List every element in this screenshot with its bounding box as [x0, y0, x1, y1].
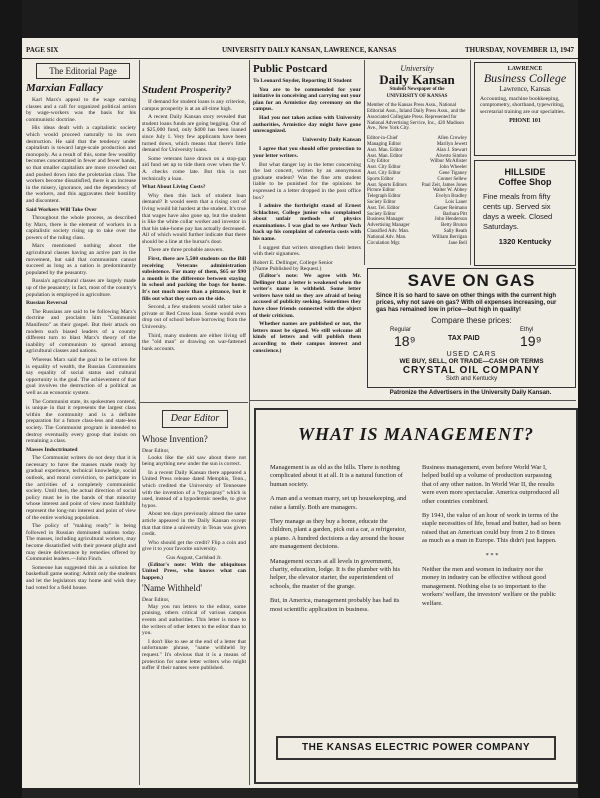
save-on-gas-ad	[367, 268, 576, 388]
staff-person: Marilyn Jewett	[436, 141, 467, 147]
paragraph: Throughout the whole process, as described by Marx, there is the element of workers in a capitalistic society rising up to take over the powers of the ruling class.	[26, 215, 136, 241]
paragraph: You are to be commended for your initiative in conceiving and carrying out your plan for an Armistice day ceremony on the campus.	[253, 86, 361, 113]
signature: University Daily Kansan	[302, 136, 361, 143]
staff-role: Sports Editor	[367, 176, 394, 182]
ethyl-label: Ethyl	[520, 327, 534, 333]
staff-role: Classified Adv. Man.	[367, 228, 410, 234]
separator: * * *	[485, 551, 499, 559]
staff-person: Walter W. Abbey	[432, 188, 467, 194]
staff-role: Circulation Mgr.	[367, 240, 401, 246]
paragraph: His ideas dealt with a capitalistic society which would proceed naturally to its own destruction. He said that the tendency under capitalism is toward large-scale production and monopoly. As a result of this, some few wealthy becomes concentrated in fewer and fewer hands, so that smaller capitalists are more crowded out and pushed down into the proletarian class. The workers become dissatisfied, there is an increase in the misery, ignorance, and the dependency of the workers, and this aggravates their hostility and discontent.	[26, 125, 136, 204]
staff-person: Betty Bruton	[441, 223, 467, 229]
paragraph: Neither the men and women in industry nor the money in industry can be effective without good management. Nothing else is so important to the workers' welfare, the investors' welfare or the public welfare.	[422, 566, 556, 607]
staff-person: William Berrigan	[432, 234, 467, 240]
paragraph: Karl Marx's appeal to the wage earning classes and a call for organized political action by wage-workers was the basis for his communistic doctrine.	[26, 97, 136, 123]
ad-line: LAWRENCE	[507, 66, 543, 72]
masthead	[367, 64, 467, 264]
staff-person: Gene Tiganey	[439, 170, 467, 176]
staff-role: National Adv. Man.	[367, 234, 407, 240]
staff-person: Lois Lauer	[445, 199, 467, 205]
tax-paid: TAX PAID	[448, 335, 480, 342]
regular-price: 18⁹	[394, 333, 416, 349]
ad-title: SAVE ON GAS	[407, 271, 536, 290]
staff-role: City Editor	[367, 159, 390, 165]
editor-note: Whether names are published or not, the letters must be signed. We still welcome all kinds of letters and will publish them according to their campus interest and conscience.)	[253, 321, 361, 354]
paragraph: They manage as they buy a home, educate the children, plant a garden, pick out a car, a refrigerator, a piano. A hundred decisions a day around the house are management decisions.	[270, 518, 406, 551]
ad-compare: Compare these prices:	[431, 316, 512, 325]
masthead-info: Member of the Kansas Press Assn., National Editorial Assn., Inland Daily Press Assn., and the Associated Collegiate Press. Represented for National Advertising Service, Inc., 420 Madison Ave., New York City.	[367, 103, 466, 132]
staff-person: Paul Zeit, James Jones	[421, 182, 467, 188]
masthead-tagline: Student Newspaper of the	[389, 87, 445, 92]
staff-row	[367, 241, 467, 247]
letter-title: Whose Invention?	[142, 434, 208, 444]
staff-role: Telegraph Editor	[367, 194, 401, 200]
top-dark-border	[0, 0, 600, 38]
paragraph: Third, many students are either living off the "old man" or drawing on war-fattened bank accounts.	[142, 332, 246, 352]
kansas-electric-banner: THE KANSAS ELECTRIC POWER COMPANY	[276, 736, 556, 760]
left-dark-border	[0, 0, 22, 798]
paragraph: Russia's agricultural classes are largely made up of the peasantry; in fact, most of the country's population is employed in agriculture.	[26, 278, 136, 298]
postcard-title: Public Postcard	[253, 63, 328, 75]
management-column-right	[422, 464, 562, 724]
staff-person: Conner Sellew	[437, 176, 467, 182]
paragraph: About ten days previously almost the same article appeared in the Daily Kansan except that that time a university in Texas was given credit.	[142, 511, 246, 538]
staff-role: Asst. Tel. Editor	[367, 205, 400, 211]
paragraph: Management occurs at all levels in government, charity, education, lodge. It is the plumber with his helper, the elevator starter, the superintendent of schools, the master of the grange.	[270, 557, 401, 590]
paragraph: I admire the forthright stand of Ernest Schlachter, College junior who complained about unfair methods of physics examinations. I was glad to see Arthur Yoch back up his complaint of cafeteria costs with his name.	[253, 203, 361, 243]
paragraph: Looks like the old saw about there not being anything new under the sun is correct.	[142, 454, 246, 468]
editor-note: (Editor's note: With the ubiquitous United Press, who knows what can happen.)	[142, 561, 246, 581]
staff-person: Evelyn Bradley	[435, 194, 467, 200]
salutation: Dear Editor,	[142, 448, 170, 454]
regular-label: Regular	[390, 327, 412, 333]
paragraph: Management is as old as the hills. There is nothing complicated about it at all. It is a natural function of human society.	[270, 464, 403, 488]
signature: Gus August, Carlsbad Jr.	[166, 554, 222, 561]
staff-person: Wilbur McAllister	[430, 159, 467, 165]
paragraph: I don't like to see at the end of a letter that unfortunate phrase, "name withheld by request." It's obvious that it is a means of protection for some letter writers who might suffer if their names were published.	[142, 638, 246, 672]
ethyl-price: 19⁹	[520, 333, 542, 349]
editor-note: (Editor's note: We agree with Mr. Dellinger that a letter is weakened when the writer's name is withheld. Some letter writers have told us they are afraid of being accused of publicity seeking. Sometimes they have close friends connected with the object of their criticism.	[253, 273, 361, 319]
ad-company: CRYSTAL OIL COMPANY	[402, 365, 541, 376]
staff-role: Asst. Man. Editor	[367, 153, 403, 159]
ad-address: 1320 Kentucky	[498, 237, 552, 246]
editorial-banner: The Editorial Page	[36, 63, 130, 79]
ad-title: HILLSIDE	[504, 167, 546, 177]
paragraph: Whereas Marx said the goal to be striven for is equality of wealth, the Russian Communists say equality of social status and cultural opportunity is the goal. The achievement of that goal involves the destruction of a political as well as an economic system.	[26, 356, 136, 396]
staff-role: Society Editor	[367, 211, 396, 217]
ad-body: Since it is so hard to save on other things with the current high prices, why not save on gas? With oil expenses increasing, our gas has remained low in price—but high in quality!	[376, 293, 557, 313]
staff-person: Allen Crowley	[437, 136, 467, 142]
staff-role: Asst. Man. Editor	[367, 147, 403, 153]
paragraph: Business management, even before World War I, helped build up a volume of production surpassing that of any other nation. In World War II, the results were even more spectacular. America outproduced all other countries combined.	[422, 464, 560, 505]
subhead: Said Workers Will Take Over	[26, 206, 97, 213]
staff-person: Casper Reimann	[433, 205, 467, 211]
staff-role: Managing Editor	[367, 141, 402, 147]
paragraph: A recent Daily Kansan story revealed that student loans funds are going begging. Out of a $25,000 fund, only $400 has been loaned since July 1. Very few applicants have been turned down, which means that there's little demand for University loans.	[142, 114, 246, 154]
staff-person: Alverto Simbro	[435, 153, 467, 159]
paragraph: Some veterans have drawn on a stop-gap aid fund set up to tide them over when the V. A. checks come late. But this is not technically a loan.	[142, 155, 246, 182]
right-dark-border	[578, 0, 600, 798]
ad-body: Accounting, machine bookkeeping, comptometry, shorthand, typewriting, secretarial training are our specialties.	[480, 96, 565, 115]
management-ad	[254, 408, 578, 784]
section-rule	[250, 400, 576, 401]
staff-role: Society Editor	[367, 199, 396, 205]
hillside-ad	[474, 160, 576, 266]
ad-phone: PHONE 101	[509, 118, 541, 125]
page-number: PAGE SIX	[26, 46, 59, 54]
ad-address: Sixth and Kentucky	[445, 376, 498, 382]
column-rule	[249, 60, 250, 785]
editorial-title: Marxian Fallacy	[26, 82, 103, 94]
staff-role: Advertising Manager	[367, 223, 410, 229]
paragraph: But, in America, management probably has had its most scientific application in business.	[270, 597, 400, 613]
column-rule	[364, 60, 365, 265]
marxian-fallacy-column	[26, 80, 136, 780]
note: (Name Published by Request.)	[253, 266, 322, 273]
section-rule	[140, 402, 248, 403]
ad-line: WE BUY, SELL, OR TRADE—CASH OR TERMS	[399, 358, 544, 365]
article-title: Student Prosperity?	[142, 84, 232, 96]
paragraph: Who should get the credit? Flip a coin and give it to your favorite university.	[142, 539, 246, 553]
staff-person: Sally Reath	[443, 228, 467, 234]
paragraph: By 1941, the value of an hour of work in terms of the staple necessities of life, bread and butter, had so been raised that an American could buy from 2 to 8 times as much as a man in Europe. This didn't just happen.	[422, 512, 561, 545]
staff-person: John Wheeler	[439, 165, 467, 171]
price-row	[368, 327, 575, 351]
staff-role: Picture Editor	[367, 188, 395, 194]
subhead: Russian Reversal	[26, 300, 68, 307]
column-rule	[139, 60, 140, 785]
paragraph: If demand for student loans is any criterion, campus prosperity is at an all-time high.	[142, 99, 246, 112]
subhead: What About Living Costs?	[142, 184, 206, 191]
issue-date: THURSDAY, NOVEMBER 13, 1947	[465, 46, 574, 54]
paragraph: Why then this lack of student loan demand? It would seem that a rising cost of living would hit hardest at the student. It's true that wages have also gone up, but the student is like the white collar worker and investor in that his take-home pay has actually decreased. All of which would further indicate that there should be a line at the bursar's door.	[142, 192, 246, 245]
business-college-ad	[474, 62, 576, 156]
column-rule	[470, 60, 471, 265]
dear-editor-banner: Dear Editor	[162, 410, 228, 428]
staff-role: Business Manager	[367, 217, 404, 223]
ad-body: Fine meals from fifty cents up. Served six days a week. Closed Saturdays.	[483, 192, 553, 231]
patronize-footer: Patronize the Advertisers in the University Daily Kansan.	[389, 390, 552, 396]
postcard-recipient: To Leonard Snyder, Reporting II Student	[253, 78, 352, 84]
paragraph: Second, a few students would rather take a private or Red Cross loan. Some would even drop out of school before borrowing from the University.	[142, 304, 246, 330]
management-column-left	[270, 464, 410, 724]
staff-role: Asst. City Editor	[367, 165, 401, 171]
paragraph: The Russians are said to be following Marx's doctrine and proclaim him "Communist Manifesto" as their gospel. But their attack on modern such biased leaders of a country different turn to blast Marx's theory of the inability of communism to spread among agricultural classes and nations.	[26, 308, 136, 355]
letter-title: 'Name Withheld'	[142, 583, 202, 594]
newspaper-page	[22, 38, 578, 788]
paragraph: The policy of "making ready" is being followed in Russian dominated nations today. The masses, including agricultural workers, may become dissatisfied with their present plight and may desire deliverance by remedies offered by Communist leaders.—John Finch.	[26, 523, 136, 563]
paragraph: But what danger lay in the letter concerning the last concert, written by an anonymous graduate student? Was the fine arts student liable to be punished for the opinions he expressed in a letter dropped in the post office box?	[253, 161, 361, 201]
masthead-line1: University	[400, 64, 434, 73]
paragraph: The Communist state, its spokesmen contend, is unique in that it represents the largest class within the community and is a definite preparation for a future class-less and state-less society. The Communist program is intended to destroy eventually every group that insists on remaining a class.	[26, 398, 136, 445]
paragraph: First, there are 5,500 students on the Bill receiving Veterans administration subsistence. For many of them, $65 or $90 a month is the difference between staying in school and packing the bags for home. It's not much more than a pittance, but it fills out what they earn on the side.	[142, 256, 246, 302]
staff-person: Barbara Pitt	[442, 211, 467, 217]
paragraph: I suggest that writers strengthen their letters with their signatures.	[253, 244, 361, 258]
ad-line: Lawrence, Kansas	[499, 85, 551, 93]
dear-editor-column	[142, 432, 246, 784]
page-header	[22, 46, 578, 59]
staff-role: Asst. City Editor	[367, 170, 401, 176]
student-prosperity-column	[142, 82, 246, 400]
staff-person: Jane Bell	[448, 240, 467, 246]
staff-role: Editor-in-Chief	[367, 136, 398, 142]
staff-list	[367, 136, 467, 246]
subhead: Masses Indoctrinated	[26, 446, 78, 453]
masthead-tagline: UNIVERSITY OF KANSAS	[386, 93, 448, 99]
paragraph: There are three probable answers.	[148, 247, 224, 254]
paragraph: A man and a woman marry, set up housekeeping, and raise a family. Both are managers.	[270, 495, 407, 511]
paragraph: May you run letters to the editor, some praising, others critical of various campus events and authorities. This letter is more to the writers of other letters to the editor than to you.	[142, 603, 246, 637]
paragraph: Marx mentioned nothing about the agricultural classes having an active part in the movement, but said that communism cannot succeed as long as a nation is predominantly populated by the peasantry.	[26, 243, 136, 276]
masthead-title: Daily Kansan	[379, 72, 455, 87]
paragraph: The Communist writers do not deny that it is necessary to have the masses made ready by gradual experience, technical knowledge, social outlook, and moral conviction, to participate in the activities of a completely communistic society. Until then, the actual direction of social policy must be in the hands of that minority whose interest and point of view most faithfully represent the long-run interest and point of view of the entire working population.	[26, 455, 136, 521]
paragraph: I agree that you should offer protection to your letter writers.	[253, 146, 361, 159]
ad-title: Business College	[483, 71, 567, 85]
ad-title: Coffee Shop	[498, 177, 552, 187]
ad-line: USED CARS	[446, 351, 497, 358]
paragraph: Had you not taken action with University authorities, Armistice day might have gone unrecognized.	[253, 114, 361, 135]
paper-name: UNIVERSITY DAILY KANSAN, LAWRENCE, KANSAS	[222, 46, 397, 54]
salutation: Dear Editor,	[142, 597, 170, 604]
management-title: WHAT IS MANAGEMENT?	[297, 424, 535, 444]
public-postcard-column	[253, 62, 361, 400]
staff-person: John Henderson	[434, 217, 467, 223]
staff-role: Asst. Sports Editors	[367, 182, 407, 188]
paragraph: In a recent Daily Kansan there appeared a United Press release dated Memphis, Tenn., which credited the University of Tennessee with the invention of a "hypospray" which is used, instead of a hypodermic needle, to give hypos.	[142, 469, 246, 509]
signature: Robert E. Dellinger, College Senior	[253, 259, 333, 266]
paragraph: Someone has suggested this as a solution for basketball game seating: Admit only the students and let the legislators stay home and wish they had voted for a field house.	[26, 564, 136, 591]
staff-person: Alan J. Stewart	[436, 147, 467, 153]
